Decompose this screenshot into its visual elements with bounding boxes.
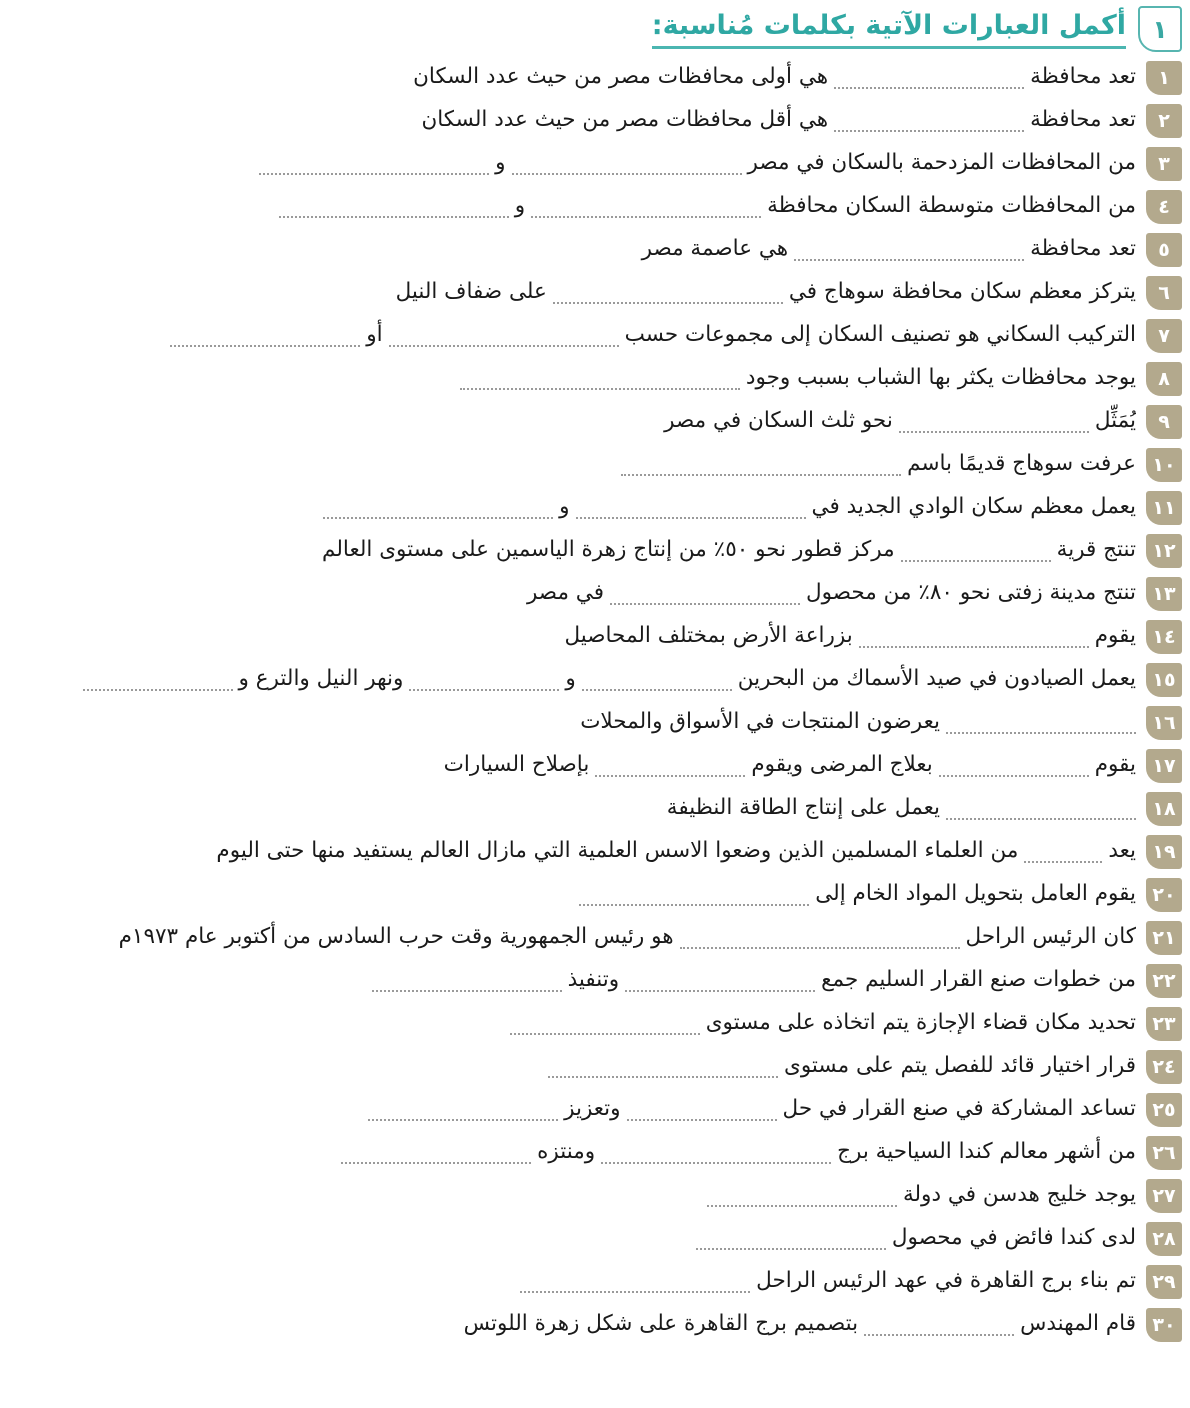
- answer-blank[interactable]: [707, 1204, 897, 1207]
- answer-blank[interactable]: [548, 1075, 778, 1078]
- question-text-segment: يقوم العامل بتحويل المواد الخام إلى: [815, 881, 1136, 906]
- question-text: [18, 1303, 1136, 1345]
- question-text-segment: لدى كندا فائض في محصول: [891, 1225, 1136, 1250]
- question-text-segment: نحو ثلث السكان في مصر: [664, 408, 893, 433]
- question-text-segment: و: [495, 150, 506, 175]
- question-text-segment: و: [559, 494, 570, 519]
- question-text-segment: بإصلاح السيارات: [443, 752, 590, 777]
- question-number-badge: ٥: [1146, 233, 1182, 267]
- question-number-badge: ١٣: [1146, 577, 1182, 611]
- question-text-segment: هو رئيس الجمهورية وقت حرب السادس من أكتوبر عام ١٩٧٣م: [118, 924, 674, 949]
- question-text: [18, 1045, 1136, 1087]
- question-text-segment: التركيب السكاني هو تصنيف السكان إلى مجموعات حسب: [624, 322, 1136, 347]
- header-text-wrap: [652, 9, 1126, 50]
- question-number-badge: ١٧: [1146, 749, 1182, 783]
- question-text: [18, 228, 1136, 270]
- question-text-segment: يوجد خليج هدسن في دولة: [902, 1182, 1136, 1207]
- question-number-badge: ١: [1146, 61, 1182, 95]
- question-number-badge: ٢٦: [1146, 1136, 1182, 1170]
- question-text-segment: قام المهندس: [1020, 1311, 1136, 1336]
- question-text-segment: يُمَثِّل: [1094, 408, 1136, 433]
- question-text: [18, 443, 1136, 485]
- question-row: [0, 529, 1190, 572]
- question-number-badge: ١٨: [1146, 792, 1182, 826]
- answer-blank[interactable]: [946, 731, 1136, 734]
- question-text-segment: على ضفاف النيل: [395, 279, 547, 304]
- answer-blank[interactable]: [864, 1333, 1014, 1336]
- header-question-number-badge: ١: [1138, 6, 1182, 52]
- question-number-badge: ٨: [1146, 362, 1182, 396]
- question-row: [0, 400, 1190, 443]
- question-text-segment: هي أولى محافظات مصر من حيث عدد السكان: [413, 64, 829, 89]
- question-text: [18, 357, 1136, 399]
- question-text-segment: بعلاج المرضى ويقوم: [751, 752, 933, 777]
- answer-blank[interactable]: [939, 774, 1089, 777]
- question-number-badge: ٤: [1146, 190, 1182, 224]
- answer-blank[interactable]: [625, 989, 815, 992]
- questions-list: [0, 52, 1190, 1346]
- question-text-segment: من المحافظات متوسطة السكان محافظة: [767, 193, 1136, 218]
- question-text-segment: و: [565, 666, 576, 691]
- question-text: [18, 916, 1136, 958]
- question-number-badge: ١٦: [1146, 706, 1182, 740]
- answer-blank[interactable]: [531, 215, 761, 218]
- answer-blank[interactable]: [553, 301, 783, 304]
- answer-blank[interactable]: [579, 903, 809, 906]
- question-text-segment: تم بناء برج القاهرة في عهد الرئيس الراحل: [756, 1268, 1136, 1293]
- question-text: [18, 830, 1136, 872]
- question-text: [18, 701, 1136, 743]
- answer-blank[interactable]: [372, 989, 562, 992]
- question-row: [0, 1088, 1190, 1131]
- question-text-segment: هي أقل محافظات مصر من حيث عدد السكان: [421, 107, 829, 132]
- question-text: [18, 744, 1136, 786]
- question-row: [0, 99, 1190, 142]
- answer-blank[interactable]: [794, 258, 1024, 261]
- question-number-badge: ١١: [1146, 491, 1182, 525]
- question-row: [0, 1260, 1190, 1303]
- question-text: [18, 529, 1136, 571]
- answer-blank[interactable]: [409, 688, 559, 691]
- question-text-segment: في مصر: [526, 580, 604, 605]
- question-number-badge: ٢٣: [1146, 1007, 1182, 1041]
- question-text-segment: تعد محافظة: [1030, 64, 1136, 89]
- question-text-segment: يعمل على إنتاج الطاقة النظيفة: [666, 795, 940, 820]
- question-number-badge: ٣٠: [1146, 1308, 1182, 1342]
- question-text-segment: يعمل الصيادون في صيد الأسماك من البحرين: [737, 666, 1136, 691]
- answer-blank[interactable]: [834, 129, 1024, 132]
- question-text-segment: يقوم: [1094, 623, 1136, 648]
- answer-blank[interactable]: [512, 172, 742, 175]
- question-row: [0, 1174, 1190, 1217]
- question-row: [0, 744, 1190, 787]
- answer-blank[interactable]: [946, 817, 1136, 820]
- question-row: [0, 314, 1190, 357]
- question-number-badge: ١٠: [1146, 448, 1182, 482]
- question-number-badge: ٢٠: [1146, 878, 1182, 912]
- question-text-segment: ومنتزه: [537, 1139, 596, 1164]
- question-text-segment: أو: [366, 322, 383, 347]
- answer-blank[interactable]: [389, 344, 619, 347]
- answer-blank[interactable]: [368, 1118, 558, 1121]
- question-text: [18, 1174, 1136, 1216]
- question-number-badge: ٢٥: [1146, 1093, 1182, 1127]
- question-text: [18, 314, 1136, 356]
- question-text: [18, 615, 1136, 657]
- question-row: [0, 185, 1190, 228]
- question-text-segment: تساعد المشاركة في صنع القرار في حل: [782, 1096, 1136, 1121]
- question-text-segment: بتصميم برج القاهرة على شكل زهرة اللوتس: [463, 1311, 859, 1336]
- question-text-segment: كان الرئيس الراحل: [965, 924, 1136, 949]
- question-text: [18, 1260, 1136, 1302]
- answer-blank[interactable]: [627, 1118, 777, 1121]
- answer-blank[interactable]: [520, 1290, 750, 1293]
- page-title: أكمل العبارات الآتية بكلمات مُناسبة:: [651, 9, 1126, 41]
- question-text-segment: قرار اختيار قائد للفصل يتم على مستوى: [783, 1053, 1136, 1078]
- question-number-badge: ٢١: [1146, 921, 1182, 955]
- answer-blank[interactable]: [834, 86, 1024, 89]
- header-underline: [652, 46, 1126, 49]
- question-number-badge: ٣: [1146, 147, 1182, 181]
- question-number-badge: ١٥: [1146, 663, 1182, 697]
- answer-blank[interactable]: [510, 1032, 700, 1035]
- question-number-badge: ٧: [1146, 319, 1182, 353]
- worksheet-header: [0, 0, 1190, 52]
- question-row: [0, 1131, 1190, 1174]
- answer-blank[interactable]: [460, 387, 740, 390]
- answer-blank[interactable]: [170, 344, 360, 347]
- question-text-segment: تنتج قرية: [1056, 537, 1136, 562]
- question-text: [18, 787, 1136, 829]
- question-row: [0, 787, 1190, 830]
- question-text: [18, 1131, 1136, 1173]
- answer-blank[interactable]: [83, 688, 233, 691]
- question-text-segment: من العلماء المسلمين الذين وضعوا الاسس العلمية التي مازال العالم يستفيد منها حتى اليوم: [216, 838, 1019, 863]
- question-row: [0, 357, 1190, 400]
- answer-blank[interactable]: [680, 946, 960, 949]
- question-number-badge: ١٤: [1146, 620, 1182, 654]
- answer-blank[interactable]: [582, 688, 732, 691]
- question-row: [0, 56, 1190, 99]
- answer-blank[interactable]: [610, 602, 800, 605]
- question-text-segment: بزراعة الأرض بمختلف المحاصيل: [564, 623, 853, 648]
- answer-blank[interactable]: [259, 172, 489, 175]
- question-row: [0, 830, 1190, 873]
- question-text: [18, 658, 1136, 700]
- question-text-segment: مركز قطور نحو ٥٠٪ من إنتاج زهرة الياسمين على مستوى العالم: [322, 537, 895, 562]
- question-text-segment: تعد محافظة: [1030, 236, 1136, 261]
- question-text-segment: و: [514, 193, 526, 218]
- question-row: [0, 873, 1190, 916]
- question-row: [0, 701, 1190, 744]
- question-text-segment: تنتج مدينة زفتى نحو ٨٠٪ من محصول: [806, 580, 1136, 605]
- question-text-segment: يعمل معظم سكان الوادي الجديد في: [811, 494, 1136, 519]
- question-row: [0, 1045, 1190, 1088]
- question-row: [0, 615, 1190, 658]
- answer-blank[interactable]: [901, 559, 1051, 562]
- question-text: [18, 572, 1136, 614]
- answer-blank[interactable]: [1024, 860, 1102, 863]
- question-text: [18, 486, 1136, 528]
- question-row: [0, 1002, 1190, 1045]
- question-text: [18, 1002, 1136, 1044]
- question-number-badge: ٢٤: [1146, 1050, 1182, 1084]
- question-text-segment: يقوم: [1094, 752, 1136, 777]
- question-text-segment: هي عاصمة مصر: [641, 236, 789, 261]
- answer-blank[interactable]: [595, 774, 745, 777]
- question-text-segment: يوجد محافظات يكثر بها الشباب بسبب وجود: [745, 365, 1136, 390]
- question-text-segment: وتعزيز: [564, 1096, 621, 1121]
- question-row: [0, 271, 1190, 314]
- answer-blank[interactable]: [859, 645, 1089, 648]
- question-number-badge: ٢٨: [1146, 1222, 1182, 1256]
- answer-blank[interactable]: [341, 1161, 531, 1164]
- question-text-segment: من خطوات صنع القرار السليم جمع: [821, 967, 1136, 992]
- question-number-badge: ١٩: [1146, 835, 1182, 869]
- question-text: [18, 1088, 1136, 1130]
- question-number-badge: ٩: [1146, 405, 1182, 439]
- answer-blank[interactable]: [696, 1247, 886, 1250]
- question-text: [18, 142, 1136, 184]
- question-number-badge: ٢٩: [1146, 1265, 1182, 1299]
- question-text-segment: عرفت سوهاج قديمًا باسم: [907, 451, 1136, 476]
- question-number-badge: ٦: [1146, 276, 1182, 310]
- question-row: [0, 916, 1190, 959]
- question-text-segment: ونهر النيل والترع و: [238, 666, 404, 691]
- question-row: [0, 443, 1190, 486]
- question-number-badge: ٢٧: [1146, 1179, 1182, 1213]
- question-text-segment: يتركز معظم سكان محافظة سوهاج في: [788, 279, 1136, 304]
- question-text: [18, 1217, 1136, 1259]
- answer-blank[interactable]: [899, 430, 1089, 433]
- question-row: [0, 959, 1190, 1002]
- question-text-segment: تعد محافظة: [1030, 107, 1136, 132]
- question-row: [0, 142, 1190, 185]
- question-row: [0, 228, 1190, 271]
- question-row: [0, 572, 1190, 615]
- question-row: [0, 1303, 1190, 1346]
- question-row: [0, 486, 1190, 529]
- answer-blank[interactable]: [621, 473, 901, 476]
- question-number-badge: ١٢: [1146, 534, 1182, 568]
- question-number-badge: ٢: [1146, 104, 1182, 138]
- question-text-segment: من أشهر معالم كندا السياحية برج: [837, 1139, 1136, 1164]
- question-text-segment: يعرضون المنتجات في الأسواق والمحلات: [580, 709, 940, 734]
- question-row: [0, 1217, 1190, 1260]
- question-text: [18, 56, 1136, 98]
- question-text-segment: يعد: [1108, 838, 1136, 863]
- question-text: [18, 271, 1136, 313]
- answer-blank[interactable]: [576, 516, 806, 519]
- answer-blank[interactable]: [279, 215, 509, 218]
- question-text: [18, 873, 1136, 915]
- question-row: [0, 658, 1190, 701]
- answer-blank[interactable]: [601, 1161, 831, 1164]
- question-text-segment: من المحافظات المزدحمة بالسكان في مصر: [747, 150, 1136, 175]
- question-text-segment: وتنفيذ: [567, 967, 620, 992]
- question-text: [18, 99, 1136, 141]
- question-text-segment: تحديد مكان قضاء الإجازة يتم اتخاذه على مستوى: [705, 1010, 1136, 1035]
- question-number-badge: ٢٢: [1146, 964, 1182, 998]
- answer-blank[interactable]: [323, 516, 553, 519]
- question-text: [18, 959, 1136, 1001]
- question-text: [18, 185, 1136, 227]
- question-text: [18, 400, 1136, 442]
